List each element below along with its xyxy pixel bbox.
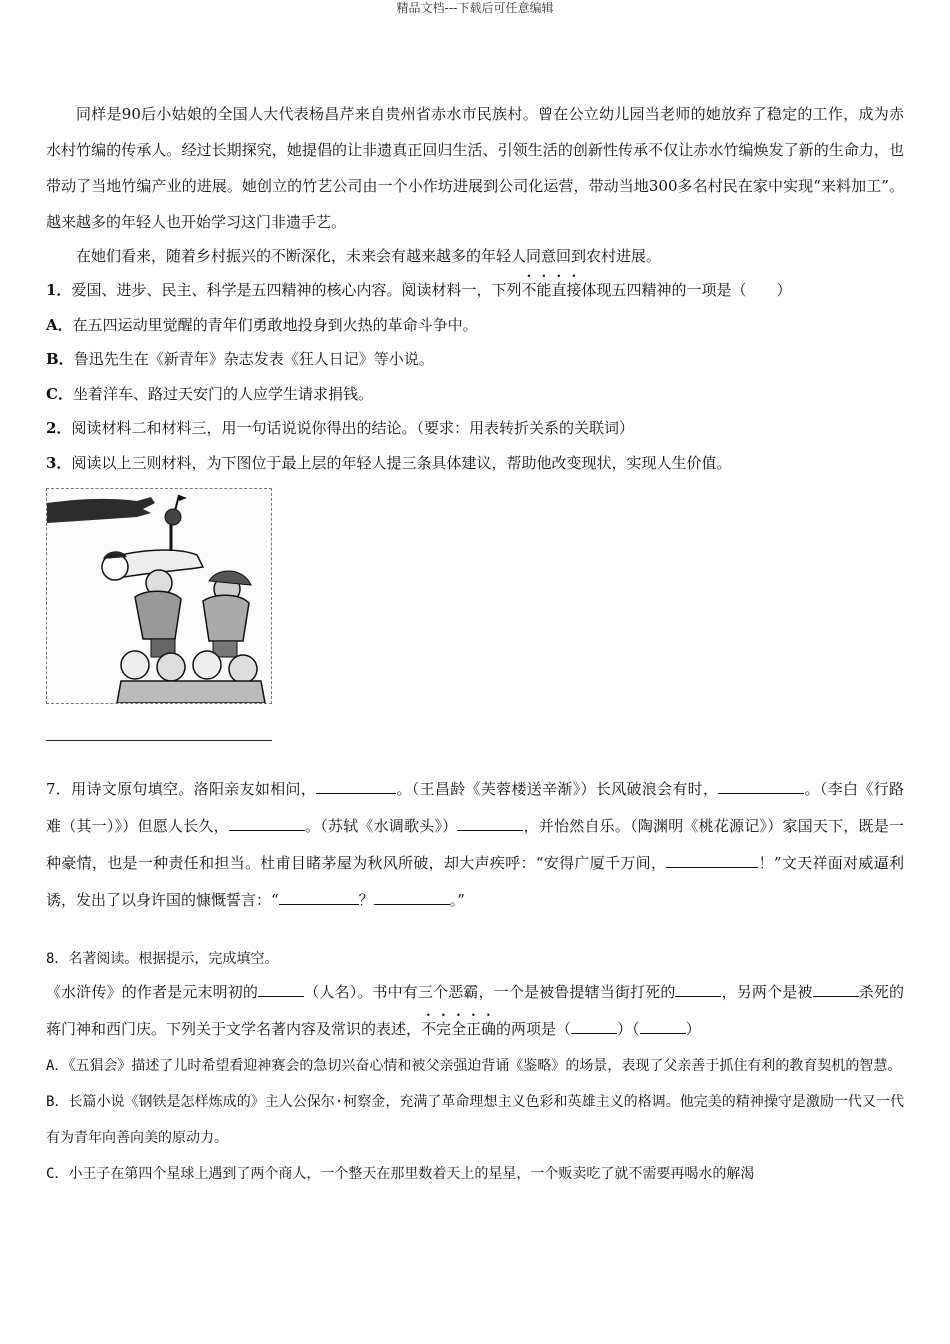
question-1-emphasis: 不能直接 [521,281,582,299]
question-7-part-5: ，并怡然自乐。（陶渊明《桃花源记》）家国天下，既是一种豪情，也是一种责任和担当。杜甫目睹茅屋为秋风所破，却大声疾呼：“安得广厦千万间， [46,817,904,872]
question-8-line-6: ）（ [617,1020,640,1038]
apple-stick [175,495,179,511]
option-text: 《五猖会》描述了儿时希望看迎神赛会的急切兴奋心情和被父亲强迫背诵《鉴略》的场景，表现了父亲善于抓住有利的教育契机的智慧。 [68,1058,902,1074]
blank-7-3[interactable] [229,816,305,831]
blank-8-choice-2[interactable] [640,1019,686,1034]
question-7 [46,771,904,919]
page-content [46,96,904,1192]
option-text: 鲁迅先生在《新青年》杂志发表《狂人日记》等小说。 [73,350,434,368]
question-1-option-c [46,377,904,412]
question-8-option-b [46,1084,904,1156]
paragraph-yang-changqin: 同样是90后小姑娘的全国人大代表杨昌芹来自贵州省赤水市民族村。曾在公立幼儿园当老师的她放弃了稳定的工作，成为赤水村竹编的传承人。经过长期探究，她提倡的让非遗真正回归生活、引领生活的创新性传承不仅让赤水竹编焕发了新的生命力，也带动了当地竹编产业的进展。她创立的竹艺公司由一个小作坊进展到公司化运营，带动当地300多名村民在家中实现“来料加工”。越来越多的年轻人也开始学习这门非遗手艺。 [46,105,904,231]
question-8-line-7: ） [685,1020,701,1038]
blank-8-hero[interactable] [813,982,859,997]
question-7-part-4: 。（苏轼《水调歌头》） [304,817,458,835]
question-8-line-3: ，另两个是被 [721,983,813,1001]
middle-left-body [135,591,181,639]
question-1-text-a: 爱国、进步、民主、科学是五四精神的核心内容。阅读材料一，下列 [71,281,522,299]
option-text: 小王子在第四个星球上遇到了两个商人，一个整天在那里数着天上的星星，一个贩卖吃了就不需要再喝水的解渴 [68,1166,755,1182]
option-label: C． [46,1166,69,1182]
question-2 [46,411,904,446]
apple-flag [179,495,187,501]
question-1-number: 1． [46,281,72,299]
spacer [46,741,904,771]
reaching-hand [47,497,155,523]
question-1-option-a [46,308,904,343]
question-7-part-2: 。（王昌龄《芙蓉楼送辛渐》）长风破浪会有时， [396,780,719,798]
question-3-number: 3． [46,453,72,472]
question-8-emphasis: 不完全正确 [421,1020,497,1038]
question-8-line-1: 《水浒传》的作者是元末明初的 [46,983,259,1001]
cartoon-illustration [46,488,272,704]
bottom-head-4 [229,655,257,683]
option-text: 坐着洋车、路过天安门的人应学生请求捐钱。 [72,384,373,403]
middle-right-body [203,595,249,641]
bottom-bodies [117,681,265,703]
option-label: A． [46,1058,69,1074]
option-label: B． [46,350,74,368]
question-8-line-4: 杀死的蒋门神和西门庆。下列关于文学名著内容及常识的表述， [46,983,904,1038]
question-8-body [46,974,904,1048]
cartoon-human-pyramid-drawing [47,489,271,703]
bottom-head-3 [193,651,221,679]
answer-line[interactable] [46,704,272,741]
question-1-text-b: 体现五四精神的一项是（ ） [581,281,792,299]
question-1 [46,272,904,308]
blank-7-5[interactable] [666,853,758,868]
question-3 [46,446,904,481]
question-3-text: 阅读以上三则材料，为下图位于最上层的年轻人提三条具体建议，帮助他改变现状，实现人生价值。 [71,453,732,472]
question-8-title: 8．名著阅读。根据提示，完成填空。 [46,951,279,967]
question-8-option-a [46,1048,904,1084]
blank-7-6[interactable] [279,890,359,905]
question-2-text: 阅读材料二和材料三，用一句话说说你得出的结论。（要求：用表转折关系的关联词） [71,419,634,437]
blank-7-7[interactable] [374,890,450,905]
blank-8-villain[interactable] [675,982,721,997]
option-text: 在五四运动里觉醒的青年们勇敢地投身到火热的革命斗争中。 [72,315,478,334]
blank-8-choice-1[interactable] [571,1019,617,1034]
question-7-part-7: ？ [358,891,374,909]
option-text: 长篇小说《钢铁是怎样炼成的》主人公保尔·柯察金，充满了革命理想主义色彩和英雄主义的格调。他完美的精神操守是激励一代又一代有为青年向善向美的原动力。 [46,1094,904,1146]
question-2-number: 2． [46,419,72,437]
question-7-part-8: 。” [449,891,465,909]
question-1-option-b [46,342,904,377]
blank-8-author[interactable] [258,982,304,997]
question-7-part-3: 。（李白《行路难（其一）》）但愿人长久， [46,780,904,835]
blank-7-1[interactable] [316,779,396,794]
option-label: C． [46,384,73,403]
option-label: B． [46,1094,69,1110]
option-label: A． [46,315,73,334]
question-8-option-c [46,1156,904,1192]
apple [165,509,181,525]
page-header: 精品文档---下载后可任意编辑 [396,1,554,15]
paragraph-conclusion: 在她们看来，随着乡村振兴的不断深化，未来会有越来越多的年轻人同意回到农村进展。 [76,247,662,265]
question-7-part-1: 7．用诗文原句填空。洛阳亲友如相问， [46,780,317,798]
blank-7-4[interactable] [457,816,523,831]
question-8-line-2: （人名）。书中有三个恶霸，一个是被鲁提辖当街打死的 [304,983,676,1001]
question-7-part-6: ！”文天祥面对威逼利诱，发出了以身许国的慷慨誓言：“ [46,854,904,909]
bottom-head-1 [121,651,149,679]
bottom-head-2 [157,653,185,681]
question-8-line-5: 的两项是（ [496,1020,572,1038]
spacer [46,919,904,944]
blank-7-2[interactable] [718,779,804,794]
